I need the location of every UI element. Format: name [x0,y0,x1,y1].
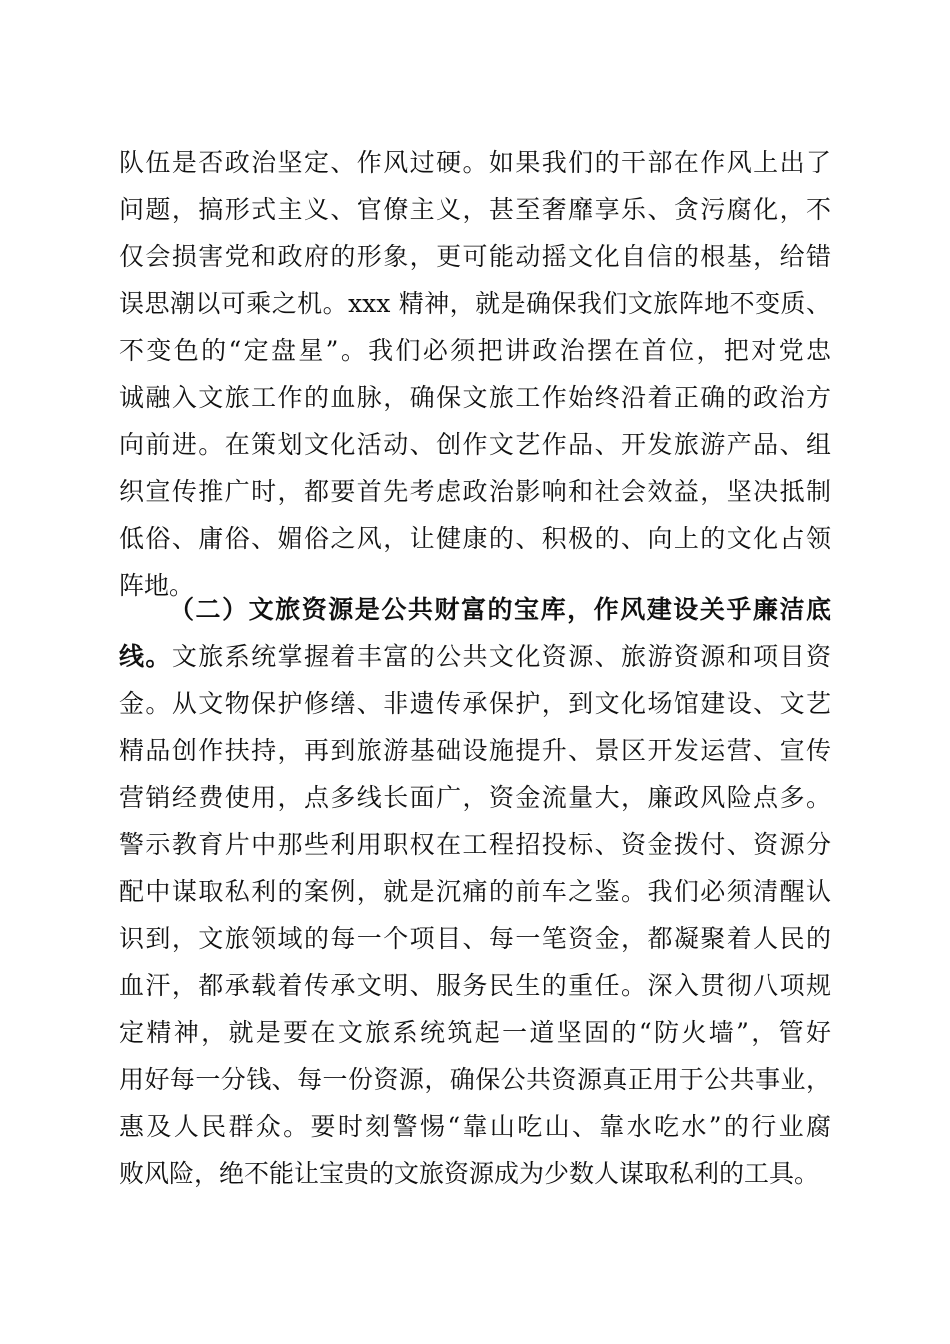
text-run: 文旅系统掌握着丰富的公共文化资源、旅游资源和项目资 [171,642,831,671]
text-line: 不变色的“定盘星”。我们必须把讲政治摆在首位，把对党忠 [119,336,831,365]
paragraph-political-style [119,139,831,609]
text-line: 定精神，就是要在文旅系统筑起一道坚固的“防火墙”，管好 [119,1018,831,1047]
text-line [119,633,831,680]
paragraph-cultural-resources [119,586,831,1197]
text-line: 金。从文物保护修缮、非遗传承保护，到文化场馆建设、文艺 [119,689,831,718]
text-line: 惠及人民群众。要时刻警惕“靠山吃山、靠水吃水”的行业腐 [119,1112,831,1141]
text-line: 败风险，绝不能让宝贵的文旅资源成为少数人谋取私利的工具。 [119,1159,820,1188]
text-line: 织宣传推广时，都要首先考虑政治影响和社会效益，坚决抵制 [119,477,831,506]
text-line: 问题，搞形式主义、官僚主义，甚至奢靡享乐、贪污腐化，不 [119,195,831,224]
text-line: 阵地。 [119,571,195,600]
section-heading-line [119,586,831,633]
text-line: 警示教育片中那些利用职权在工程招投标、资金拨付、资源分 [119,830,831,859]
text-line: 配中谋取私利的案例，就是沉痛的前车之鉴。我们必须清醒认 [119,877,831,906]
text-line: 误思潮以可乘之机。xxx 精神，就是确保我们文旅阵地不变质、 [119,289,831,318]
text-line: 营销经费使用，点多线长面广，资金流量大，廉政风险点多。 [119,783,831,812]
text-line: 识到，文旅领域的每一个项目、每一笔资金，都凝聚着人民的 [119,924,831,953]
text-line: 仅会损害党和政府的形象，更可能动摇文化自信的根基，给错 [119,242,831,271]
section-heading-continuation: 线。 [119,642,172,671]
text-line: 低俗、庸俗、媚俗之风，让健康的、积极的、向上的文化占领 [119,524,831,553]
text-line: 精品创作扶持，再到旅游基础设施提升、景区开发运营、宣传 [119,736,831,765]
text-line: 诚融入文旅工作的血脉，确保文旅工作始终沿着正确的政治方 [119,383,831,412]
section-heading: （二）文旅资源是公共财富的宝库，作风建设关乎廉洁底 [169,595,831,624]
text-line: 队伍是否政治坚定、作风过硬。如果我们的干部在作风上出了 [119,148,831,177]
text-line: 向前进。在策划文化活动、创作文艺作品、开发旅游产品、组 [119,430,831,459]
text-line: 血汗，都承载着传承文明、服务民生的重任。深入贯彻八项规 [119,971,831,1000]
text-line: 用好每一分钱、每一份资源，确保公共资源真正用于公共事业， [119,1065,831,1094]
